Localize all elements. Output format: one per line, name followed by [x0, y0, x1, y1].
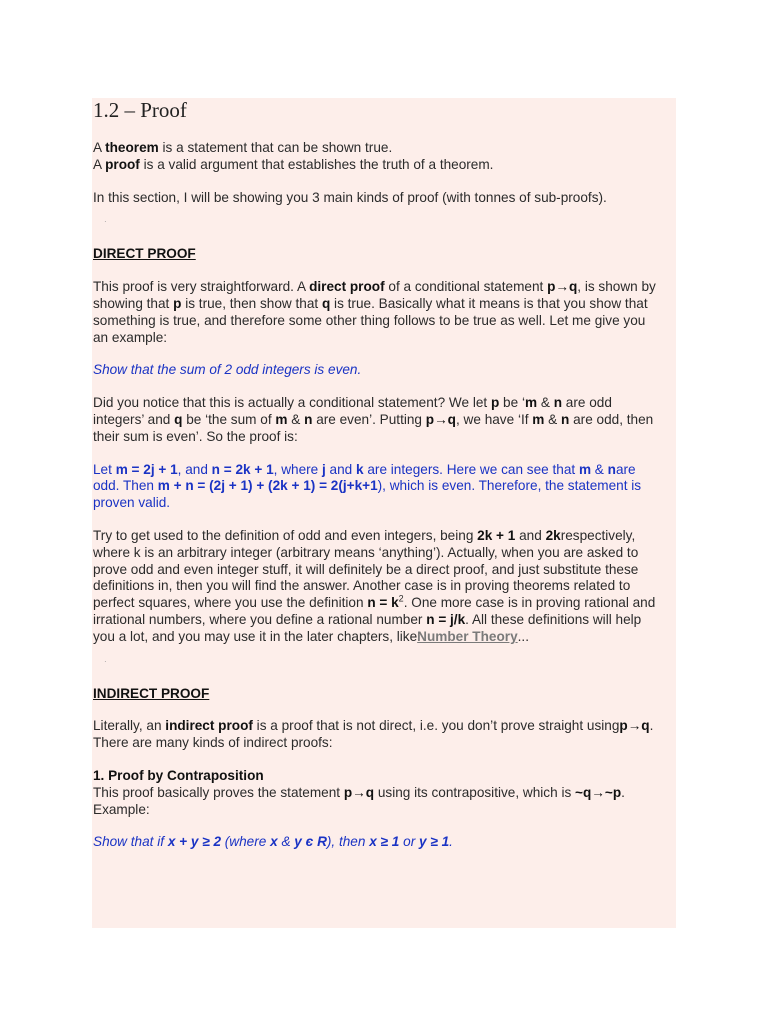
document-content [93, 98, 663, 851]
contraposition-paragraph: This proof basically proves the statement p→q using its contrapositive, which is ~q→~p. Example: [93, 784, 625, 817]
direct-example: Show that the sum of 2 odd integers is even. [93, 362, 362, 378]
bullet-marker: · [104, 217, 107, 227]
direct-conditional-paragraph: Did you notice that this is actually a conditional statement? We let p be ‘m & n are odd integers’ and q be ‘the sum of m & n are even’. Putting p→q, we have ‘If m & n are odd, then their sum is even’. So the proof is: [93, 395, 654, 444]
intro-theorem-line: A theorem is a statement that can be shown true. [93, 140, 393, 155]
number-theory-link[interactable]: Number Theory [417, 628, 518, 644]
direct-proof-heading: DIRECT PROOF [93, 246, 196, 262]
indirect-proof-paragraph: Literally, an indirect proof is a proof that is not direct, i.e. you don’t prove straight usingp→q. There are many kinds of indirect proofs: [93, 718, 654, 751]
definitions-paragraph: Try to get used to the definition of odd and even integers, being 2k + 1 and 2krespectively, where k is an arbitrary integer (arbitrary means ‘anything’). Actually, when you are asked to prove odd and even integer stuff, it will definitely be a direct proof, and just substitute these definitions in, then you will find the answer. Another case is in proving theorems related to perfect squares, where you use the definition $n = k^2$. One more case is in proving rational and irrational numbers, where you define a rational number n = j/k. All these definitions will help you a lot, and you may use it in the later chapters, likeNumber Theory... [93, 527, 656, 644]
contraposition-heading: 1. Proof by Contraposition [93, 767, 264, 783]
direct-proof-solution: Let m = 2j + 1, and n = 2k + 1, where j and k are integers. Here we can see that m & nare odd. Then m + n = (2j + 1) + (2k + 1) = 2(j+k+1), which is even. Therefore, the statement is proven valid. [93, 461, 642, 511]
direct-proof-paragraph: This proof is very straightforward. A direct proof of a conditional statement p→q, is shown by showing that p is true, then show that q is true. Basically what it means is that you show that something is true, and therefore some other thing follows to be true as well. Let me give you an example: [93, 279, 656, 345]
page-title: 1.2 – Proof [93, 98, 187, 122]
bullet-marker: · [104, 656, 107, 666]
contraposition-example: Show that if x + y ≥ 2 (where x & y є R), then x ≥ 1 or y ≥ 1. [93, 834, 453, 850]
indirect-proof-heading: INDIRECT PROOF [93, 685, 210, 701]
intro-proof-line: A proof is a valid argument that establishes the truth of a theorem. [93, 156, 494, 172]
intro-section-text: In this section, I will be showing you 3 main kinds of proof (with tonnes of sub-proofs). [93, 189, 607, 205]
